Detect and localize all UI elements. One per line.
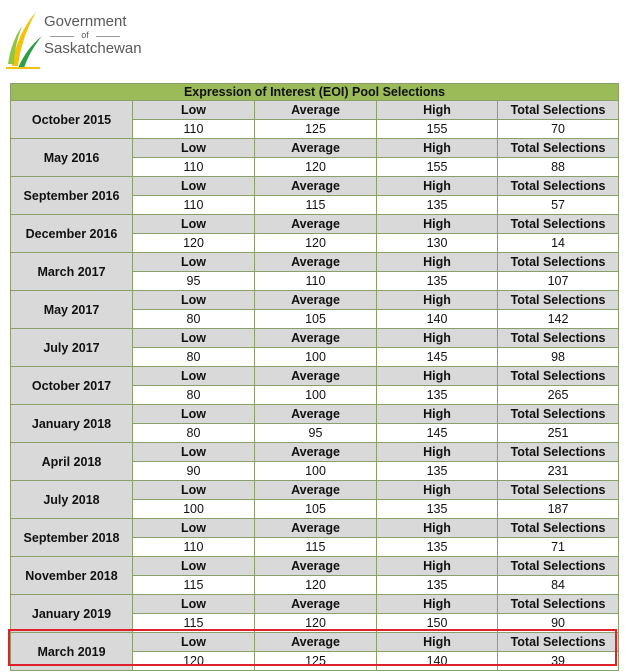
value-cell: 265 (498, 386, 619, 405)
column-header: High (377, 177, 498, 196)
value-cell: 135 (377, 538, 498, 557)
column-header: High (377, 405, 498, 424)
column-header: Total Selections (498, 443, 619, 462)
value-cell: 110 (133, 120, 255, 139)
selection-date: March 2019 (11, 633, 133, 671)
value-cell: 80 (133, 386, 255, 405)
table-header-row (11, 519, 619, 538)
table-header-row (11, 595, 619, 614)
column-header: High (377, 291, 498, 310)
column-header: Total Selections (498, 557, 619, 576)
column-header: Low (133, 633, 255, 652)
logo-saskatchewan-text: Saskatchewan (44, 40, 142, 57)
value-cell: 80 (133, 348, 255, 367)
value-cell: 105 (255, 500, 377, 519)
value-cell: 110 (255, 272, 377, 291)
table-header-row (11, 177, 619, 196)
table-header-row (11, 633, 619, 652)
column-header: Average (255, 329, 377, 348)
selection-date: October 2015 (11, 101, 133, 139)
column-header: Total Selections (498, 405, 619, 424)
value-cell: 251 (498, 424, 619, 443)
value-cell: 187 (498, 500, 619, 519)
value-cell: 100 (255, 462, 377, 481)
selection-date: March 2017 (11, 253, 133, 291)
value-cell: 145 (377, 348, 498, 367)
value-cell: 120 (133, 234, 255, 253)
value-cell: 120 (133, 652, 255, 671)
value-cell: 135 (377, 386, 498, 405)
column-header: High (377, 443, 498, 462)
value-cell: 110 (133, 158, 255, 177)
value-cell: 140 (377, 310, 498, 329)
value-cell: 125 (255, 652, 377, 671)
value-cell: 70 (498, 120, 619, 139)
column-header: Total Selections (498, 177, 619, 196)
column-header: High (377, 253, 498, 272)
value-cell: 95 (133, 272, 255, 291)
column-header: High (377, 519, 498, 538)
column-header: Low (133, 443, 255, 462)
value-cell: 140 (377, 652, 498, 671)
column-header: Low (133, 253, 255, 272)
value-cell: 110 (133, 196, 255, 215)
value-cell: 155 (377, 158, 498, 177)
value-cell: 105 (255, 310, 377, 329)
value-cell: 135 (377, 462, 498, 481)
column-header: Average (255, 101, 377, 120)
logo-text (44, 14, 142, 57)
column-header: Low (133, 557, 255, 576)
column-header: Total Selections (498, 215, 619, 234)
column-header: Total Selections (498, 253, 619, 272)
column-header: Low (133, 595, 255, 614)
table-header-row (11, 329, 619, 348)
table-header-row (11, 139, 619, 158)
value-cell: 135 (377, 576, 498, 595)
table-header-row (11, 405, 619, 424)
value-cell: 120 (255, 234, 377, 253)
value-cell: 39 (498, 652, 619, 671)
column-header: Total Selections (498, 519, 619, 538)
value-cell: 130 (377, 234, 498, 253)
column-header: Low (133, 291, 255, 310)
value-cell: 120 (255, 614, 377, 633)
value-cell: 120 (255, 158, 377, 177)
column-header: Average (255, 291, 377, 310)
table-header-row (11, 291, 619, 310)
column-header: Low (133, 177, 255, 196)
selection-date: October 2017 (11, 367, 133, 405)
value-cell: 110 (133, 538, 255, 557)
column-header: Average (255, 139, 377, 158)
value-cell: 57 (498, 196, 619, 215)
column-header: Total Selections (498, 595, 619, 614)
column-header: High (377, 481, 498, 500)
column-header: High (377, 139, 498, 158)
selection-date: May 2017 (11, 291, 133, 329)
value-cell: 115 (255, 196, 377, 215)
government-of-saskatchewan-logo (4, 4, 144, 70)
value-cell: 115 (255, 538, 377, 557)
value-cell: 115 (133, 614, 255, 633)
table-header-row (11, 557, 619, 576)
selection-date: April 2018 (11, 443, 133, 481)
value-cell: 88 (498, 158, 619, 177)
column-header: Total Selections (498, 481, 619, 500)
column-header: Total Selections (498, 367, 619, 386)
column-header: Low (133, 367, 255, 386)
column-header: High (377, 595, 498, 614)
table-header-row (11, 253, 619, 272)
value-cell: 231 (498, 462, 619, 481)
selection-date: November 2018 (11, 557, 133, 595)
column-header: High (377, 101, 498, 120)
value-cell: 100 (255, 386, 377, 405)
column-header: Low (133, 405, 255, 424)
value-cell: 142 (498, 310, 619, 329)
selection-date: September 2018 (11, 519, 133, 557)
column-header: Total Selections (498, 291, 619, 310)
logo-government-text: Government (44, 13, 127, 30)
column-header: Average (255, 519, 377, 538)
column-header: Average (255, 177, 377, 196)
table-header-row (11, 367, 619, 386)
column-header: Low (133, 481, 255, 500)
column-header: Low (133, 215, 255, 234)
value-cell: 150 (377, 614, 498, 633)
selection-date: May 2016 (11, 139, 133, 177)
value-cell: 135 (377, 272, 498, 291)
value-cell: 135 (377, 196, 498, 215)
column-header: Low (133, 101, 255, 120)
value-cell: 71 (498, 538, 619, 557)
value-cell: 135 (377, 500, 498, 519)
table-header-row (11, 481, 619, 500)
selection-date: July 2017 (11, 329, 133, 367)
column-header: High (377, 367, 498, 386)
value-cell: 90 (498, 614, 619, 633)
value-cell: 145 (377, 424, 498, 443)
value-cell: 95 (255, 424, 377, 443)
value-cell: 120 (255, 576, 377, 595)
column-header: Low (133, 329, 255, 348)
column-header: Average (255, 595, 377, 614)
selection-date: January 2019 (11, 595, 133, 633)
selection-date: January 2018 (11, 405, 133, 443)
column-header: Average (255, 443, 377, 462)
table-title: Expression of Interest (EOI) Pool Selections (11, 84, 619, 101)
column-header: Low (133, 519, 255, 538)
column-header: Average (255, 367, 377, 386)
column-header: Total Selections (498, 329, 619, 348)
value-cell: 100 (133, 500, 255, 519)
column-header: Total Selections (498, 101, 619, 120)
column-header: Average (255, 557, 377, 576)
value-cell: 90 (133, 462, 255, 481)
selection-date: December 2016 (11, 215, 133, 253)
column-header: Average (255, 215, 377, 234)
table-header-row (11, 101, 619, 120)
value-cell: 155 (377, 120, 498, 139)
column-header: Low (133, 139, 255, 158)
value-cell: 98 (498, 348, 619, 367)
value-cell: 115 (133, 576, 255, 595)
value-cell: 84 (498, 576, 619, 595)
value-cell: 125 (255, 120, 377, 139)
column-header: Average (255, 481, 377, 500)
column-header: Average (255, 253, 377, 272)
column-header: Total Selections (498, 633, 619, 652)
selection-date: September 2016 (11, 177, 133, 215)
column-header: Average (255, 405, 377, 424)
value-cell: 80 (133, 424, 255, 443)
table-header-row (11, 443, 619, 462)
table-header-row (11, 215, 619, 234)
logo-of-text: of (44, 30, 126, 41)
column-header: High (377, 633, 498, 652)
value-cell: 14 (498, 234, 619, 253)
column-header: Total Selections (498, 139, 619, 158)
column-header: High (377, 557, 498, 576)
value-cell: 80 (133, 310, 255, 329)
column-header: Average (255, 633, 377, 652)
eoi-selections-table (10, 83, 619, 671)
wheat-logo-icon (4, 4, 44, 70)
table-body (11, 101, 619, 671)
column-header: High (377, 329, 498, 348)
value-cell: 100 (255, 348, 377, 367)
selection-date: July 2018 (11, 481, 133, 519)
value-cell: 107 (498, 272, 619, 291)
column-header: High (377, 215, 498, 234)
